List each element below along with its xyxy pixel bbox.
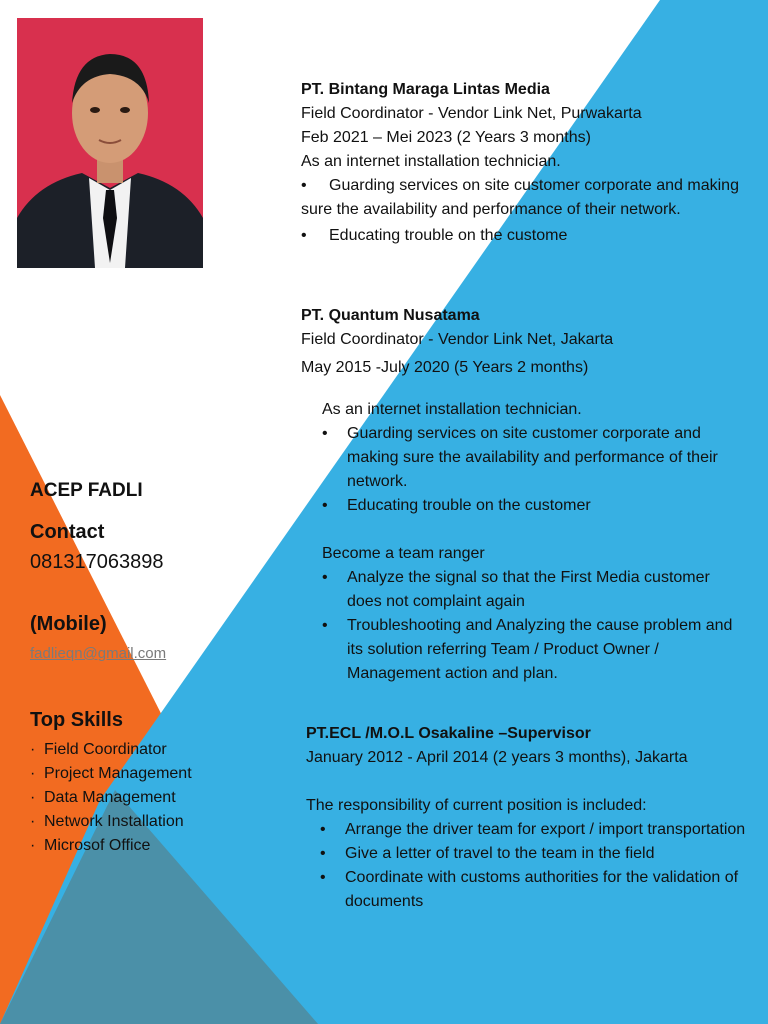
skills-heading: Top Skills (30, 709, 123, 731)
bullet-text: Give a letter of travel to the team in the field (345, 845, 655, 862)
bullet-text: Troubleshooting and Analyzing the cause problem and its solution referring Team / Product Owner / Management action and plan. (347, 617, 733, 682)
job-entry-3 (306, 722, 746, 914)
job-intro: The responsibility of current position is included: (306, 797, 647, 814)
job-bullet-item (322, 614, 737, 686)
mobile-label: (Mobile) (30, 613, 107, 635)
job-role: Field Coordinator - Vendor Link Net, Purwakarta (301, 105, 642, 122)
job-bullet-item (322, 494, 737, 518)
skill-item (30, 810, 260, 834)
job-bullet-item (322, 566, 737, 614)
email-link[interactable]: fadlieqn@gmail.com (30, 645, 167, 662)
bullet-text: Guarding services on site customer corporate and making sure the availability and performance of their network. (347, 425, 718, 490)
skill-item (30, 762, 260, 786)
skill-label: Project Management (44, 765, 192, 782)
bullet-text: Arrange the driver team for export / import transportation (345, 821, 746, 838)
bullet: • (320, 869, 326, 886)
company-name: PT. Quantum Nusatama (301, 307, 480, 324)
skills-list (30, 738, 260, 858)
job-bullets-2 (322, 566, 737, 686)
skill-item (30, 834, 260, 858)
bullet: · (30, 765, 36, 782)
job-entry-2 (301, 304, 746, 380)
job-bullets (322, 422, 737, 518)
job-bullet-item (320, 818, 746, 842)
contact-heading: Contact (30, 521, 105, 543)
bullet-text: Guarding services on site customer corporate and making sure the availability and performance of their network. (301, 177, 739, 218)
profile-photo (17, 18, 203, 268)
job-entry-2-details (322, 398, 737, 686)
job-bullets (301, 174, 746, 248)
job-bullet-item (322, 422, 737, 494)
skill-item (30, 738, 260, 762)
bullet: · (30, 789, 36, 806)
job-bullet-item (301, 174, 746, 222)
job-bullet-item (320, 866, 746, 914)
bullet-text: Analyze the signal so that the First Media customer does not complaint again (347, 569, 710, 610)
job-bullet-item (301, 224, 746, 248)
bullet: · (30, 741, 36, 758)
candidate-name: ACEP FADLI (30, 480, 143, 501)
company-name: PT. Bintang Maraga Lintas Media (301, 81, 550, 98)
skill-item (30, 786, 260, 810)
bullet: · (30, 837, 36, 854)
bullet-text: Coordinate with customs authorities for the validation of documents (345, 869, 739, 910)
bullet: • (322, 617, 328, 634)
job-intro-2: Become a team ranger (322, 545, 485, 562)
bullet-text: Educating trouble on the custome (329, 227, 568, 244)
bullet: • (320, 821, 326, 838)
skill-label: Field Coordinator (44, 741, 167, 758)
job-bullet-item (320, 842, 746, 866)
job-period: Feb 2021 – Mei 2023 (2 Years 3 months) (301, 129, 591, 146)
phone-number: 081317063898 (30, 551, 164, 573)
job-period: January 2012 - April 2014 (2 years 3 months), Jakarta (306, 749, 688, 766)
job-period: May 2015 -July 2020 (5 Years 2 months) (301, 359, 589, 376)
bullet-text: Educating trouble on the customer (347, 497, 591, 514)
bullet: • (320, 845, 326, 862)
job-entry-1 (301, 78, 746, 248)
skill-label: Data Management (44, 789, 176, 806)
bullet: • (322, 497, 328, 514)
job-intro: As an internet installation technician. (322, 401, 582, 418)
skill-label: Network Installation (44, 813, 184, 830)
bullet: • (301, 227, 307, 244)
job-role: Field Coordinator - Vendor Link Net, Jakarta (301, 331, 614, 348)
skill-label: Microsof Office (44, 837, 151, 854)
bullet: • (322, 425, 328, 442)
job-bullets (306, 818, 746, 914)
person-portrait-icon (17, 18, 203, 268)
bullet: • (301, 177, 307, 194)
bullet: · (30, 813, 36, 830)
job-intro: As an internet installation technician. (301, 153, 561, 170)
company-name: PT.ECL /M.O.L Osakaline –Supervisor (306, 725, 591, 742)
bullet: • (322, 569, 328, 586)
